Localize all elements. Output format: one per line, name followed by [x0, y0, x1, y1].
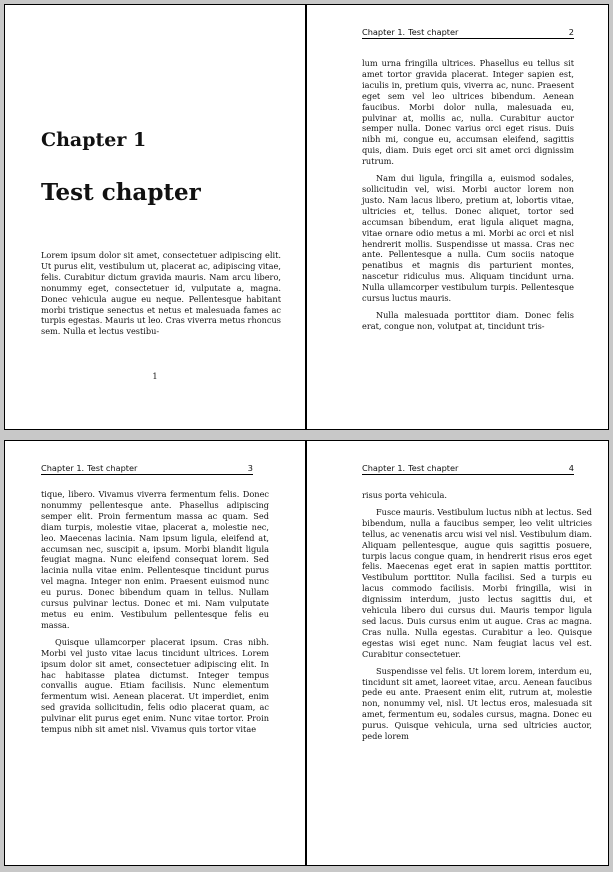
paragraph: Quisque ullamcorper placerat ipsum. Cras nibh. Morbi vel justo vitae lacus tincidunt ultrices. Lorem ipsum dolor sit amet, consectetuer adipiscing elit. In hac habitasse platea dictumst. Integer tempus convallis augue. Etiam facilisis. Nunc elementum fermentum wisi. Aenean placerat. Ut imperdiet, enim sed gravida sollicitudin, felis odio placerat quam, ac pulvinar elit purus eget enim. Nunc vitae tortor. Proin tempus nibh sit amet nisl. Vivamus quis tortor vitae	[41, 636, 269, 735]
running-head-chapter-label: Chapter 1.	[362, 27, 406, 37]
paragraph: Nulla malesuada porttitor diam. Donec felis erat, congue non, volutpat at, tincidunt tris-	[362, 309, 574, 331]
page-body	[41, 250, 281, 343]
running-head-chapter-title: Test chapter	[408, 463, 459, 473]
paragraph: Fusce mauris. Vestibulum luctus nibh at lectus. Sed bibendum, nulla a faucibus semper, leo velit ultricies tellus, ac venenatis arcu wisi vel nisl. Vestibulum diam. Aliquam pellentesque, augue quis sagittis posuere, turpis lacus congue quam, in hendrerit risus eros eget felis. Maecenas eget erat in sapien mattis porttitor. Vestibulum porttitor. Nulla facilisi. Sed a turpis eu lacus commodo facilisis. Morbi fringilla, wisi in dignissim interdum, justo lectus sagittis dui, et vehicula libero dui cursus dui. Mauris tempor ligula sed lacus. Duis cursus enim ut augue. Cras ac magna. Cras nulla. Nulla egestas. Curabitur a leo. Quisque egestas wisi eget nunc. Nam feugiat lacus vel est. Curabitur consectetuer.	[362, 506, 592, 659]
page-number: 4	[568, 463, 574, 473]
running-head	[362, 27, 574, 39]
page-body	[362, 490, 592, 748]
chapter-label: Chapter 1	[41, 129, 147, 151]
paragraph: Lorem ipsum dolor sit amet, consectetuer adipiscing elit. Ut purus elit, vestibulum ut, placerat ac, adipiscing vitae, felis. Curabitur dictum gravida mauris. Nam arcu libero, nonummy eget, consectetuer id, vulputate a, magna. Donec vehicula augue eu neque. Pellentesque habitant morbi tristique senectus et netus et malesuada fames ac turpis egestas. Mauris ut leo. Cras viverra metus rhoncus sem. Nulla et lectus vestibu-	[41, 250, 281, 337]
paragraph: risus porta vehicula.	[362, 490, 447, 500]
running-head-chapter-title: Test chapter	[408, 27, 459, 37]
paragraph: lum urna fringilla ultrices. Phasellus eu tellus sit amet tortor gravida placerat. Integer sapien est, iaculis in, pretium quis, viverra ac, nunc. Praesent eget sem vel leo ultrices bibendum. Aenean faucibus. Morbi dolor nulla, malesuada eu, pulvinar at, mollis ac, nulla. Curabitur auctor semper nulla. Donec varius orci eget risus. Duis nibh mi, congue eu, accumsan eleifend, sagittis quis, diam. Duis eget orci sit amet orci dignissim rutrum.	[362, 58, 574, 167]
paragraph: tique, libero. Vivamus viverra fermentum felis. Donec nonummy pellentesque ante. Phasellus adipiscing semper elit. Proin fermentum massa ac quam. Sed diam turpis, molestie vitae, placerat a, molestie nec, leo. Maecenas lacinia. Nam ipsum ligula, eleifend at, accumsan nec, suscipit a, ipsum. Morbi blandit ligula feugiat magna. Nunc eleifend consequat lorem. Sed lacinia nulla vitae enim. Pellentesque tincidunt purus vel magna. Integer non enim. Praesent euismod nunc eu purus. Donec bibendum quam in tellus. Nullam cursus pulvinar lectus. Donec et mi. Nam vulputate metus eu enim. Vestibulum pellentesque felis eu massa.	[41, 489, 269, 630]
page-body	[362, 58, 574, 338]
paragraph: Suspendisse vel felis. Ut lorem lorem, interdum eu, tincidunt sit amet, laoreet vitae, arcu. Aenean faucibus pede eu ante. Praesent enim elit, rutrum at, molestie non, nonummy vel, nisl. Ut lectus eros, malesuada sit amet, fermentum eu, sodales cursus, magna. Donec eu purus. Quisque vehicula, urna sed ultricies auctor, pede lorem	[362, 665, 592, 742]
page-4	[306, 440, 609, 866]
page-body	[41, 489, 269, 741]
page-number: 1	[152, 371, 158, 381]
paragraph: Nam dui ligula, fringilla a, euismod sodales, sollicitudin vel, wisi. Morbi auctor lorem non justo. Nam lacus libero, pretium at, lobortis vitae, ultricies et, tellus. Donec aliquet, tortor sed accumsan bibendum, erat ligula aliquet magna, vitae ornare odio metus a mi. Morbi ac orci et nisl hendrerit mollis. Suspendisse ut massa. Cras nec ante. Pellentesque a nulla. Cum sociis natoque penatibus et magnis dis parturient montes, nascetur ridiculus mus. Aliquam tincidunt urna. Nulla ullamcorper vestibulum turpis. Pellentesque cursus luctus mauris.	[362, 173, 574, 304]
page-1	[4, 4, 306, 430]
page-2	[306, 4, 609, 430]
running-head-chapter-label: Chapter 1.	[41, 463, 85, 473]
running-head	[41, 463, 253, 475]
page-3	[4, 440, 306, 866]
page-number: 2	[568, 27, 574, 37]
chapter-title: Test chapter	[41, 179, 201, 206]
running-head	[362, 463, 574, 475]
running-head-chapter-label: Chapter 1.	[362, 463, 406, 473]
page-number: 3	[247, 463, 253, 473]
running-head-chapter-title: Test chapter	[87, 463, 138, 473]
